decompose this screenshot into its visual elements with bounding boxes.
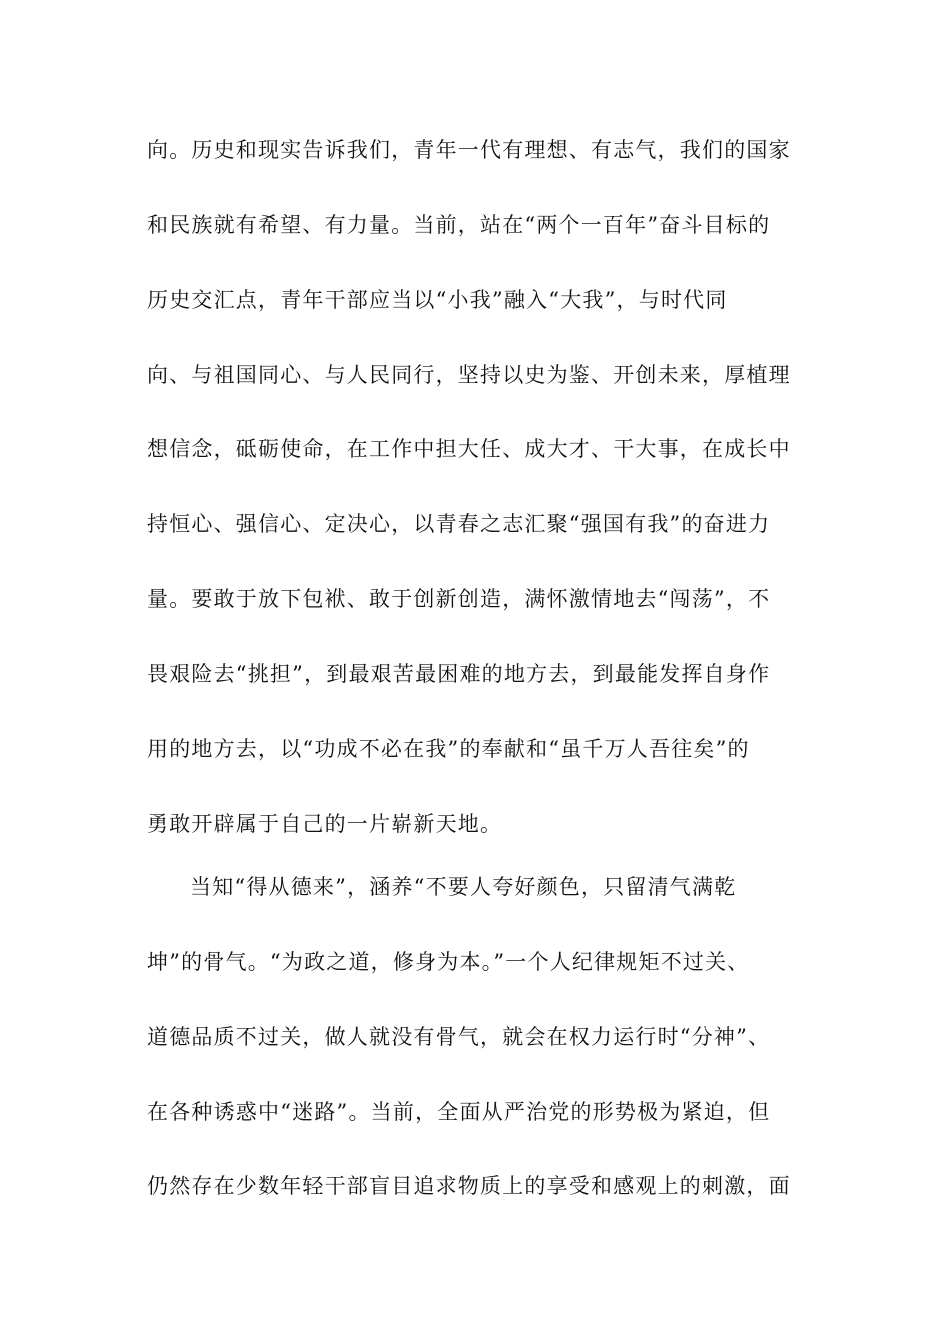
text-line-8: 畏艰险去“挑担”，到最艰苦最困难的地方去，到最能发挥自身作: [147, 662, 771, 686]
text-line-9: 用的地方去，以“功成不必在我”的奉献和“虽千万人吾往矣”的: [147, 737, 750, 761]
text-line-10: 勇敢开辟属于自己的一片崭新天地。: [147, 812, 503, 836]
text-line-4: 向、与祖国同心、与人民同行，坚持以史为鉴、开创未来，厚植理: [147, 363, 791, 387]
text-line-13: 道德品质不过关，做人就没有骨气，就会在权力运行时“分神”、: [147, 1025, 771, 1049]
text-line-6: 持恒心、强信心、定决心，以青春之志汇聚“强国有我”的奋进力: [147, 512, 771, 536]
text-line-2: 和民族就有希望、有力量。当前，站在“两个一百年”奋斗目标的: [147, 213, 771, 237]
text-line-11: 当知“得从德来”，涵养“不要人夸好颜色，只留清气满乾: [190, 875, 737, 899]
text-line-7: 量。要敢于放下包袱、敢于创新创造，满怀激情地去“闯荡”，不: [147, 587, 771, 611]
text-line-5: 想信念，砥砺使命，在工作中担大任、成大才、干大事，在成长中: [147, 437, 791, 461]
text-line-1: 向。历史和现实告诉我们，青年一代有理想、有志气，我们的国家: [147, 138, 791, 162]
text-line-14: 在各种诱惑中“迷路”。当前，全面从严治党的形势极为紧迫，但: [147, 1100, 771, 1124]
text-line-15: 仍然存在少数年轻干部盲目追求物质上的享受和感观上的刺激，面: [147, 1174, 791, 1198]
text-line-3: 历史交汇点，青年干部应当以“小我”融入“大我”，与时代同: [147, 288, 728, 312]
text-line-12: 坤”的骨气。“为政之道，修身为本。”一个人纪律规矩不过关、: [147, 950, 750, 974]
